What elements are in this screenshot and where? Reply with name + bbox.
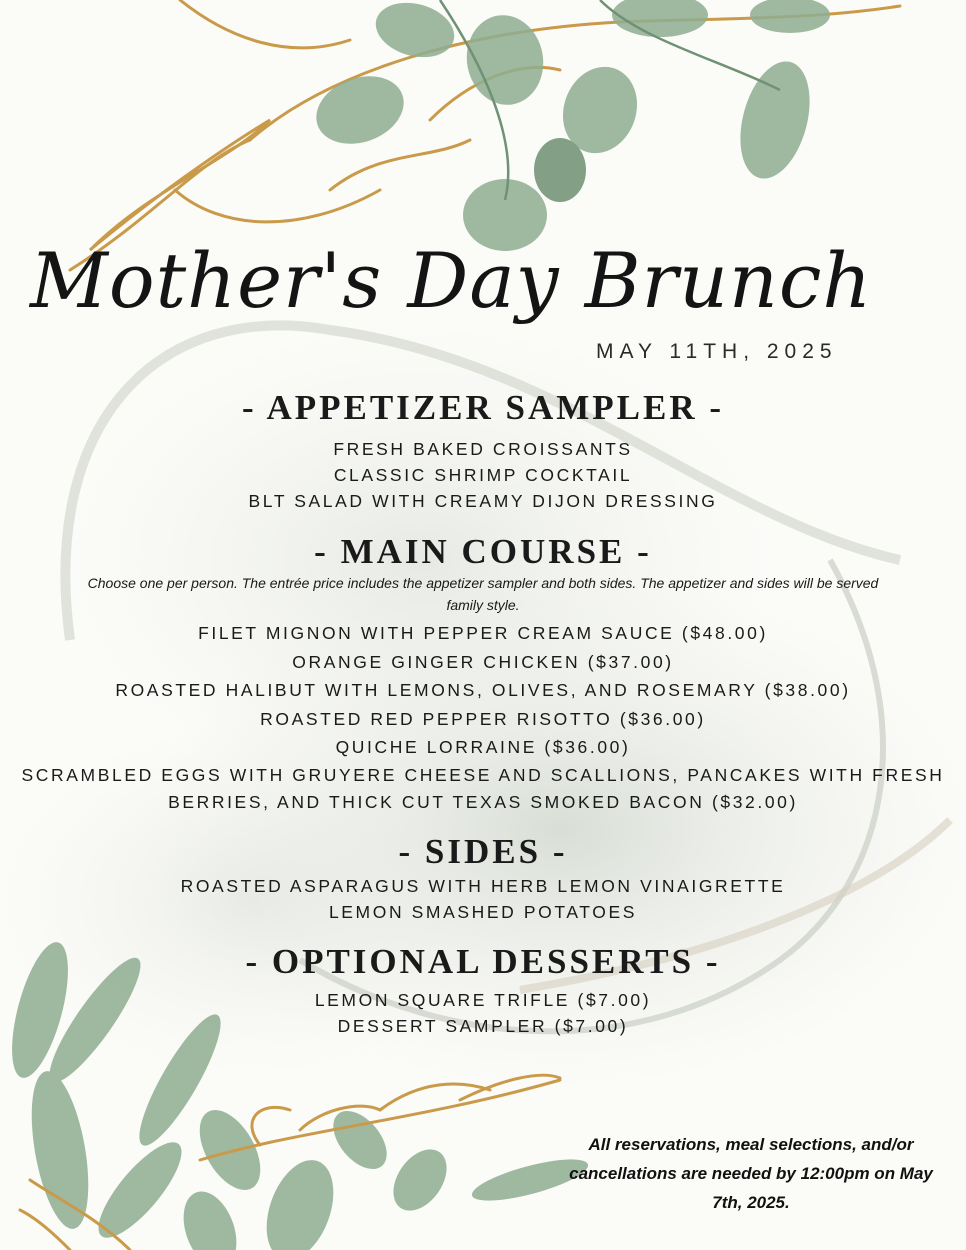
reservation-deadline-note: All reservations, meal selections, and/or cancellations are needed by 12:00pm on May 7th, 2025.: [569, 1135, 933, 1212]
menu-item: SCRAMBLED EGGS WITH GRUYERE CHEESE AND SCALLIONS, PANCAKES WITH FRESH: [21, 764, 945, 785]
menu-item: FILET MIGNON WITH PEPPER CREAM SAUCE ($48.00): [198, 623, 768, 643]
menu-item: ROASTED RED PEPPER RISOTTO ($36.00): [260, 708, 706, 729]
main-course-note: Choose one per person. The entrée price includes the appetizer sampler and both sides. The appetizer and sides will be served family style.: [87, 575, 879, 613]
menu-item: BERRIES, AND THICK CUT TEXAS SMOKED BACON ($32.00): [168, 791, 798, 812]
appetizer-section: [0, 388, 966, 514]
menu-item: QUICHE LORRAINE ($36.00): [335, 737, 631, 758]
menu-item: CLASSIC SHRIMP COCKTAIL: [333, 465, 633, 485]
main-course-section: [0, 532, 966, 816]
desserts-list: [0, 987, 966, 1039]
main-course-list: [0, 619, 966, 816]
menu-item: BLT SALAD WITH CREAMY DIJON DRESSING: [248, 491, 718, 511]
sides-section: [0, 832, 966, 925]
desserts-section: [0, 942, 966, 1039]
appetizer-list: [0, 436, 966, 514]
menu-item: DESSERT SAMPLER ($7.00): [337, 1016, 629, 1036]
menu-item: FRESH BAKED CROISSANTS: [333, 439, 633, 459]
main-course-heading: - MAIN COURSE -: [314, 532, 652, 571]
sides-list: [0, 873, 966, 925]
menu-item: ROASTED ASPARAGUS WITH HERB LEMON VINAIGRETTE: [180, 876, 786, 896]
menu-item: LEMON SQUARE TRIFLE ($7.00): [314, 990, 652, 1010]
menu-date: MAY 11TH, 2025: [596, 340, 838, 363]
desserts-heading: - OPTIONAL DESSERTS -: [245, 942, 721, 981]
sides-heading: - SIDES -: [398, 832, 568, 871]
menu-item: ORANGE GINGER CHICKEN ($37.00): [292, 651, 674, 672]
menu-item: ROASTED HALIBUT WITH LEMONS, OLIVES, AND ROSEMARY ($38.00): [115, 680, 851, 701]
menu-item: LEMON SMASHED POTATOES: [328, 902, 638, 922]
appetizer-heading: - APPETIZER SAMPLER -: [241, 388, 725, 427]
menu-title: Mother's Day Brunch: [30, 236, 873, 325]
